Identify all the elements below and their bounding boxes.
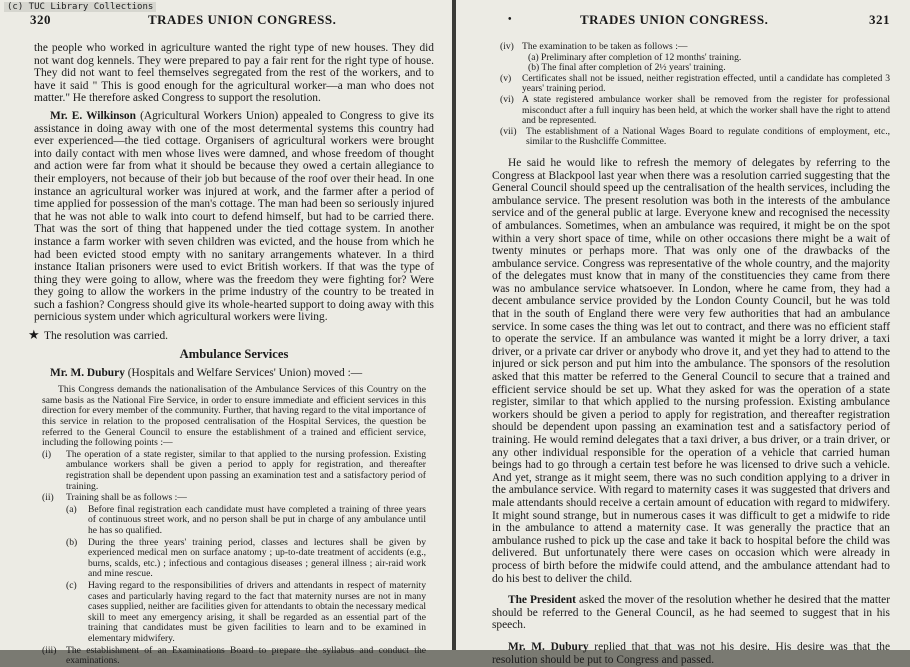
item-text: Training shall be as follows :— (66, 492, 187, 504)
wilkinson-speech: (Agricultural Workers Union) appealed to Congress to give its assistance in doing away with one of the most determental systems this country had ever experienced—the tied cottage. Organisers of agricultural workers were brought into daily contact with men whose lives were damned, and whose freedom of thought and action were far from what it should be because they owed a certain allegiance to their employers, not because of their job but because of the roof over their head. In one instance an agricultural worker was injured at work, and the farmer after a period of time applied for possession of the man's cottage. The man had been so seriously injured that he was not able to walk into court to defend himself, but had to be carried there. That was the sort of thing that happened under the tied cottage system. In another instance a farm worker with seven children was evicted, and the house from which he had been evicted stood empty with no sanitary arrangements whatever. In a third instance Italian prisoners were used to evict British workers. If that was the type of thing they were going to allow, where was the freedom they were fighting for? Were they going to allow the workers in the prime industry of the country to be treated in such a fashion? Congress should give its whole-hearted support to doing away with this pernicious system under which agricultural workers were living. (34, 109, 434, 324)
left-running-title: TRADES UNION CONGRESS. (148, 12, 337, 27)
item-number: (ii) (42, 492, 54, 504)
star-icon: ★ (28, 327, 40, 343)
item-number: (c) (66, 579, 77, 591)
item-text: Before final registration each candidate must have completed a training of three years of continuous street work, and no person shall be put in charge of any ambulance until he has so qualified. (88, 503, 426, 536)
item-number: (b) (66, 536, 78, 548)
item-number: (a) (66, 503, 77, 515)
list-item-c (34, 581, 434, 645)
list-item-v (500, 74, 890, 95)
speaker-wilkinson: Mr. E. Wilkinson (50, 109, 136, 122)
list-item-vi (500, 95, 890, 127)
item-text: During the three years' training period, classes and lectures shall be given by experienced medical men on surface anatomy ; up-to-date treatment of accidents (e.g., burns, scalds, etc.) ; infectious and contagious diseases ; general illness ; air-raid work and mine rescue. (88, 536, 426, 580)
speaker-president: The President (508, 594, 576, 607)
speaker-dubury: Mr. M. Dubury (50, 366, 125, 379)
list-item-a (34, 505, 434, 537)
paragraph-agricultural-houses: the people who worked in agriculture wanted the right type of new houses. They did not want dog kennels. They were prepared to pay a fair rent for the right type of house. They did not want to feel themselves segregated from the rest of the workers, and to have it said " This is good enough for the agricultural worker—a man who does not matter." He therefore asked Congress to support the resolution. (34, 42, 434, 105)
watermark: (c) TUC Library Collections (4, 2, 156, 12)
right-running-head (500, 0, 896, 27)
right-running-title: TRADES UNION CONGRESS. (580, 12, 769, 27)
president-text: asked the mover of the resolution whether he desired that the matter should be referred to the General Council, as he had seemed to suggest that in his speech. (492, 594, 890, 632)
right-page-number: 321 (869, 12, 890, 27)
paragraph-wilkinson (34, 110, 434, 324)
list-item-vii (500, 127, 890, 148)
item-text: The operation of a state register, similar to that applied to the nursing profession. Existing ambulance workers shall be given a period to apply for registration, and thereafter registration shall be dependent upon passing an examination test and a satisfactory period of training. (66, 448, 426, 492)
item-text: The examination to be taken as follows :— (522, 41, 688, 52)
dubury-moved-text: (Hospitals and Welfare Services' Union) moved :— (127, 366, 363, 379)
paragraph-president (492, 594, 890, 632)
resolution-carried (28, 329, 434, 343)
item-text: Certificates shall not be issued, neither registration effected, until a candidate has completed 3 years' training period. (522, 72, 890, 95)
list-item-iii (34, 646, 434, 667)
carried-text: The resolution was carried. (44, 330, 168, 343)
item-number: (vii) (500, 125, 517, 137)
item-number: (i) (42, 448, 52, 460)
paragraph-dubury-speech: He said he would like to refresh the memory of delegates by referring to the Congress at Blackpool last year when there was a resolution carried suggesting that the General Council should speed up the centralisation of the health services, including the ambulance service. The present resolution was both in the interests of the ambulance service and of the general public at large. Everyone knew and recognised the necessity of ambulances. Sometimes, when an ambulance was required, it might be on the spot within a very short space of time, while on other occasions there might be a wait of twenty minutes or perhaps more. That was only one of the drawbacks of the ambulance service. Congress was representative of the whole country, and the majority of the delegates must know that in many of the constituencies they came from there was no ambulance service whatsoever. In London, where he came from, they had a decent ambulance service provided by the London County Council, but he was told that in the south of England there were very few authorities that had an ambulance service. In some cases the thing was let out to contract, and there was no efficient staff to operate the service. If an ambulance was wanted it might be a lorry driver, a taxi driver, or a private car driver or anybody who drove it, and yet they had to attend to the injured or sick person and put him into the ambulance. The sponsors of the resolution asked that this matter be referred to the General Council to secure that a trained and efficient service should be set up. What they asked for was the operation of a state register, similar to that which applied to the nursing profession. Existing ambulance workers should be given a period to apply for registration, and thereafter registration should be dependent upon passing an examination test and a satisfactory period of training. He would remind delegates that a taxi driver, a bus driver, or a train driver, or any other individual responsible for the operation of a vehicle that carried human beings had to go through a certain test before he was licensed to drive such a vehicle. And yet, strange as it might seem, there was no such condition applying to a driver in the ambulance service. With regard to maternity cases it was suggested that drivers and male attendants should receive a certain amount of education with regard to midwifery. It might sound strange, but in numerous cases it was difficult to get a midwife to ride in the ambulance to attend a maternity case. It was generally the practice that an ambulance rushed to pick up the case and take it back to hospital before the child was delivered. But unfortunately there were cases on occasion which were already in process of birth before the midwife could attend, and the ambulance attendant had to do his best to deliver the child. (492, 156, 890, 585)
list-item-iv (500, 42, 890, 53)
item-text: (b) The final after completion of 2½ years' training. (528, 62, 726, 74)
resolution-text: This Congress demands the nationalisation of the Ambulance Services of this Country on the same basis as the National Fire Service, in order to ensure immediate and efficient services in this direction for every member of the community. Further, that having regard to the vital importance of this service in relation to the proposed centralisation of the Hospital Services, the question be referred to the General Council to ensure the establishment of a trained and efficient service, including the following points :— (42, 384, 426, 449)
item-text: The establishment of an Examinations Board to prepare the syllabus and conduct the examinations. (66, 644, 426, 667)
right-page (456, 0, 910, 666)
paragraph-dubury-reply (492, 641, 890, 666)
bullet-mark: • (508, 14, 513, 25)
list-item-b (34, 538, 434, 580)
item-text: (a) Preliminary after completion of 12 months' training. (528, 51, 742, 63)
item-number: (vi) (500, 93, 514, 105)
left-running-head (30, 0, 434, 27)
left-page (0, 0, 452, 667)
item-number: (iv) (500, 41, 514, 52)
dubury-reply-text: replied that that was not his desire. His desire was that the resolution should be put to Congress and passed. (492, 640, 890, 666)
list-item-ii (34, 493, 434, 504)
item-number: (iii) (42, 644, 57, 656)
paragraph-dubury-moved (34, 367, 434, 380)
item-text: A state registered ambulance worker shall be removed from the register for professional misconduct after a full inquiry has been held, at which the worker shall have the right to attend and be represented. (522, 93, 890, 127)
item-text: Having regard to the responsibilities of drivers and attendants in respect of maternity cases and particularly having regard to the fact that maternity nurses are not in many cases supplied, neither are facilities given for attendants to obtain the necessary medical skill to meet any emergency arising, it shall be regarded as an essential part of the training that candidates must be given facilities to learn and to be examined in elementary midwifery. (88, 579, 426, 644)
item-text: The establishment of a National Wages Board to regulate conditions of employment, etc., similar to the Rushcliffe Committee. (526, 125, 890, 148)
item-number: (v) (500, 72, 512, 84)
speaker-dubury-reply: Mr. M. Dubury (508, 640, 589, 653)
section-heading-ambulance: Ambulance Services (179, 346, 289, 361)
list-item-i (34, 450, 434, 492)
left-page-number: 320 (30, 12, 51, 27)
